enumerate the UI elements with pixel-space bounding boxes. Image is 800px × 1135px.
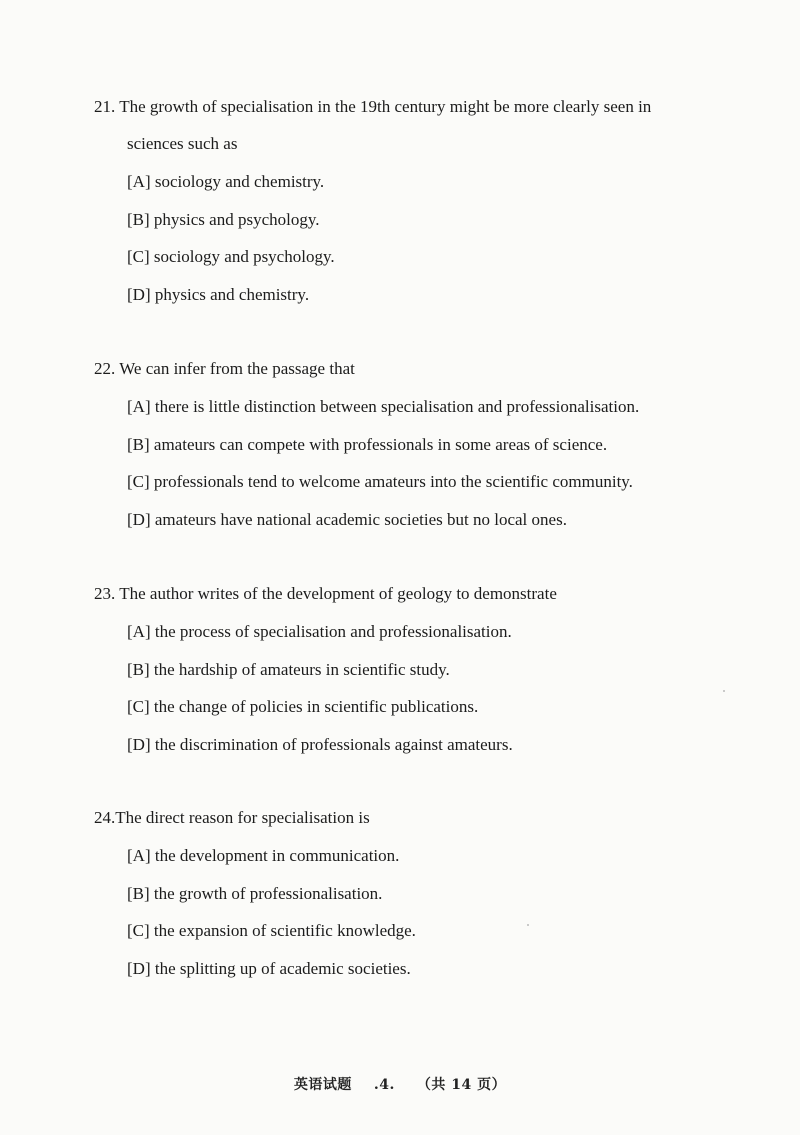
option-c: [C] the expansion of scientific knowledge. (127, 921, 416, 940)
question-stem (94, 575, 734, 613)
footer-page-number: .4. (373, 1077, 395, 1093)
question-stem (94, 799, 734, 837)
option-list (127, 837, 747, 987)
option-d: [D] amateurs have national academic societies but no local ones. (127, 509, 567, 529)
question-stem-continuation: sciences such as (127, 134, 238, 153)
option-a: [A] there is little distinction between specialisation and professionalisation. (127, 397, 640, 416)
option-c: [C] the change of policies in scientific publications. (127, 697, 479, 716)
question-number: 24. (94, 808, 116, 827)
question-stem (94, 350, 734, 388)
option-list (127, 613, 747, 763)
question-number: 21. (94, 97, 116, 116)
scan-speck (527, 924, 529, 926)
option-c: [C] sociology and psychology. (127, 247, 335, 266)
option-b: [B] the growth of professionalisation. (127, 883, 383, 903)
option-b: [B] amateurs can compete with professionals in some areas of science. (127, 434, 608, 454)
option-d: [D] the discrimination of professionals against amateurs. (127, 734, 513, 754)
option-b: [B] the hardship of amateurs in scientific study. (127, 659, 450, 679)
footer-total-pages: （共 14 页） (416, 1077, 507, 1093)
option-a: [A] sociology and chemistry. (127, 172, 325, 191)
question-text: We can infer from the passage that (119, 359, 355, 378)
option-list (127, 163, 747, 313)
question-text: The growth of specialisation in the 19th century might be more clearly seen in (119, 97, 652, 116)
scan-speck (723, 690, 725, 692)
option-a: [A] the development in communication. (127, 846, 400, 865)
option-d: [D] the splitting up of academic societies. (127, 958, 411, 978)
option-list (127, 388, 747, 538)
footer-subject: 英语试题 (293, 1077, 352, 1093)
question-number: 22. (94, 359, 116, 378)
option-c: [C] professionals tend to welcome amateurs into the scientific community. (127, 472, 633, 491)
option-a: [A] the process of specialisation and professionalisation. (127, 622, 512, 641)
question-text: The direct reason for specialisation is (115, 808, 370, 827)
question-number: 23. (94, 584, 116, 603)
question-stem (94, 88, 734, 126)
question-text: The author writes of the development of geology to demonstrate (119, 584, 557, 603)
option-d: [D] physics and chemistry. (127, 284, 310, 304)
page-footer (0, 1074, 800, 1094)
option-b: [B] physics and psychology. (127, 209, 320, 229)
